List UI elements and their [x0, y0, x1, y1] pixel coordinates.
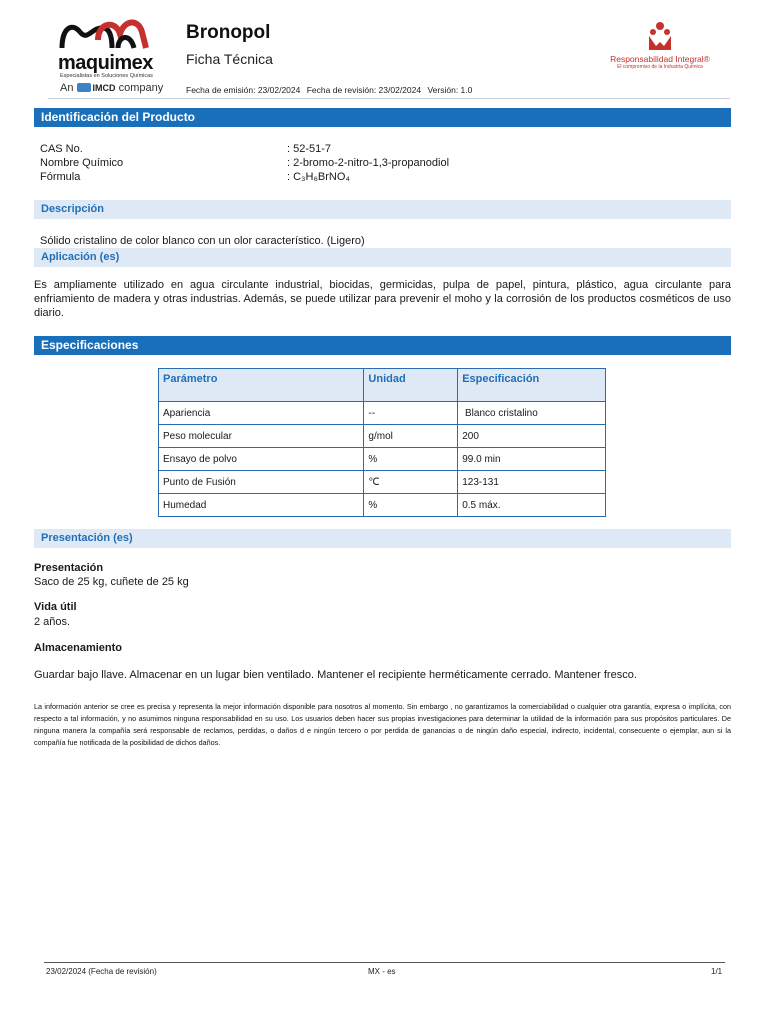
- table-cell: --: [364, 402, 458, 425]
- table-cell: Apariencia: [159, 402, 364, 425]
- table-cell: Blanco cristalino: [458, 402, 606, 425]
- table-row: [159, 425, 606, 448]
- table-cell: %: [364, 494, 458, 517]
- imcd-prefix: An: [60, 82, 74, 94]
- specifications-table: [158, 368, 606, 517]
- table-cell: 123-131: [458, 471, 606, 494]
- hands-icon: [646, 20, 674, 52]
- footer-locale: MX - es: [368, 967, 396, 976]
- footer-page-number: 1/1: [711, 967, 723, 976]
- table-cell: Ensayo de polvo: [159, 448, 364, 471]
- table-cell: %: [364, 448, 458, 471]
- table-header-row: [159, 369, 606, 402]
- table-row: [159, 494, 606, 517]
- table-cell: ℃: [364, 471, 458, 494]
- table-cell: g/mol: [364, 425, 458, 448]
- imcd-brand: IMCD: [92, 83, 116, 93]
- emission-date: Fecha de emisión: 23/02/2024: [186, 85, 301, 95]
- imcd-logo-icon: [77, 83, 91, 92]
- document-subtitle: Ficha Técnica: [186, 51, 273, 67]
- shelf-life-label: Vida útil: [34, 601, 77, 613]
- table-cell: 200: [458, 425, 606, 448]
- responsabilidad-integral-logo: [608, 20, 712, 76]
- application-text: Es ampliamente utilizado en agua circulante industrial, biocidas, germicidas, pulpa de papel, pintura, plástico, agua circulante para enfriamiento de madera y otras industrias. Además, se puede utilizar para prevenir el moho y la corrosión de los productos cosméticos de uso diario.: [34, 279, 731, 319]
- table-cell: Punto de Fusión: [159, 471, 364, 494]
- product-title: Bronopol: [186, 22, 271, 43]
- chemical-name-value: : 2-bromo-2-nitro-1,3-propanodiol: [287, 157, 450, 169]
- section-application-heading: Aplicación (es): [34, 248, 731, 267]
- cas-label: CAS No.: [40, 143, 83, 155]
- maquimex-logo-icon: [58, 18, 158, 52]
- storage-text: Guardar bajo llave. Almacenar en un lugar bien ventilado. Mantener el recipiente herméticamente cerrado. Mantener fresco.: [34, 669, 637, 681]
- table-cell: Humedad: [159, 494, 364, 517]
- column-header-specification: Especificación: [458, 369, 606, 402]
- section-description-heading: Descripción: [34, 200, 731, 219]
- footer-divider: [44, 962, 725, 963]
- revision-date: Fecha de revisión: 23/02/2024: [306, 85, 422, 95]
- presentation-label: Presentación: [34, 562, 104, 574]
- section-specifications-heading: Especificaciones: [34, 336, 731, 355]
- table-cell: 0.5 máx.: [458, 494, 606, 517]
- formula-value: : C₃H₆BrNO₄: [287, 171, 350, 183]
- formula-label: Fórmula: [40, 171, 81, 183]
- logo-tagline: Especialistas en Soluciones Químicas: [60, 73, 153, 79]
- table-cell: 99.0 min: [458, 448, 606, 471]
- presentation-text: Saco de 25 kg, cuñete de 25 kg: [34, 576, 189, 588]
- table-row: [159, 448, 606, 471]
- table-cell: Peso molecular: [159, 425, 364, 448]
- document-meta: [186, 85, 476, 95]
- imcd-company-line: [60, 82, 163, 94]
- cas-value: : 52-51-7: [287, 143, 332, 155]
- disclaimer-text: La información anterior se cree es precisa y representa la mejor información disponible para nosotros al momento. Sin embargo , no garantizamos la comerciabilidad o cualquier otra garantía, expresa o implícita, con respecto a tal información, y no asumimos ninguna responsabilidad en su uso. Los usuarios deben hacer sus propias investigaciones para determinar la utilidad de la información para sus propósitos particulares. De ninguna manera la compañía será responsable de reclamos, perdidas, o daños d e ningún tercero o por perdida de ganancias o de ningún daño especial, indirecto, incidental, consecuente o ejemplar, aun si la compañía fue notificada de la posibilidad de dichos daños.: [34, 702, 731, 747]
- section-presentation-heading: Presentación (es): [34, 529, 731, 548]
- shelf-life-text: 2 años.: [34, 616, 71, 628]
- table-row: [159, 402, 606, 425]
- version: Versión: 1.0: [427, 85, 473, 95]
- ri-title: Responsabilidad Integral®: [610, 54, 710, 64]
- imcd-suffix: company: [118, 82, 164, 94]
- footer-revision-date: 23/02/2024 (Fecha de revisión): [46, 967, 157, 976]
- column-header-parameter: Parámetro: [159, 369, 364, 402]
- chemical-name-label: Nombre Químico: [40, 157, 124, 169]
- storage-label: Almacenamiento: [34, 642, 123, 654]
- logo-wordmark: maquimex: [58, 52, 153, 74]
- header-divider: [48, 98, 730, 99]
- table-row: [159, 471, 606, 494]
- column-header-unit: Unidad: [364, 369, 458, 402]
- ri-subtitle: El compromiso de la Industria Química: [617, 64, 703, 70]
- section-identification-heading: Identificación del Producto: [34, 108, 731, 127]
- description-text: Sólido cristalino de color blanco con un olor característico. (Ligero): [40, 235, 365, 247]
